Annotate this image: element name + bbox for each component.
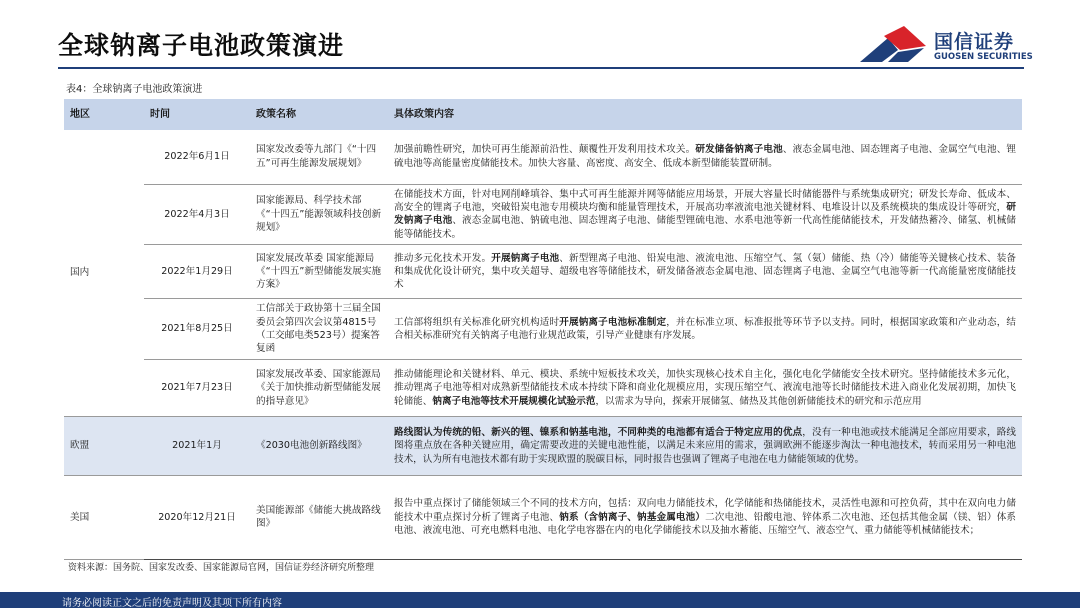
logo-text-cn: 国信证券 [934,31,1015,53]
table-row [64,475,1022,559]
highlighted-text: 开展钠离子电池 [491,252,560,264]
source-note: 资料来源：国务院、国家发改委、国家能源局官网，国信证券经济研究所整理 [68,563,375,573]
row-content [388,184,1022,245]
guosen-logo-icon [858,24,928,64]
highlighted-text: 钠系（含钠离子、钠基金属电池） [559,511,706,523]
content-text: ，并在标准立项、标准报批等环节予以支持。同时，根据国家政策和产业动态，结合相关标准研究有关钠离子电池行业规范政策，引导产业健康有序发展。 [394,316,1017,342]
row-time: 2021年1月 [144,416,250,475]
table-header-row [64,99,1022,130]
title-divider [58,67,1024,69]
content-text: 、液态金属电池、固态锂离子电池、金属空气电池、锂硫电池等高能量密度储能技术。加快大容量、高密度、高安全、低成本新型储能装置研制。 [394,144,1017,169]
row-policy-name: 国家发展改革委、国家能源局《关于加快推动新型储能发展的指导意见》 [250,359,388,416]
policy-table [64,99,1022,560]
row-content [388,299,1022,360]
header-time: 时间 [144,99,250,130]
table-row [64,416,1022,475]
row-policy-name: 美国能源部《储能大挑战路线图》 [250,475,388,559]
row-content [388,130,1022,184]
header-policy-content: 具体政策内容 [388,99,1022,130]
table-caption: 表4：全球钠离子电池政策演进 [66,84,203,95]
content-text: 在储能技术方面，针对电网削峰填谷、集中式可再生能源并网等储能应用场景，开展大容量长时储能器件与系统集成研究；研发长寿命、低成本、高安全的锂离子电池，突破铅炭电池专用模块均衡和能量管理技术，开展高功率液流电池关键材料、电堆设计以及系统模块的集成设计等研究， [394,188,1016,213]
row-content [388,475,1022,559]
content-text: ，没有一种电池或技术能满足全部应用要求，路线图将重点放在各种关键应用，确定需要改进的关键电池性能，以满足未来应用的需求，强调欧洲不能逐步淘汰一种电池技术，转而采用另一种电池技术，认为所有电池技术都有助于实现欧盟的脱碳目标，同时报告也强调了锂离子电池在电力储能领域的优势。 [394,426,1017,465]
table-row [64,130,1022,184]
highlighted-text: 钠离子电池等技术开展规模化试验示范 [432,395,596,407]
row-content [388,416,1022,475]
row-content [388,245,1022,299]
disclaimer-notice: 请务必阅读正文之后的免责声明及其项下所有内容 [62,598,282,608]
content-text: 报告中重点探讨了储能领域三个不同的技术方向，包括：双向电力储能技术，化学储能和热储能技术，灵活性电源和可控负荷，其中在双向电力储能技术中重点探讨分析了锂离子电池、 [394,498,1016,523]
company-logo [858,24,1038,64]
row-policy-name: 工信部关于政协第十三届全国委员会第四次会议第4815号（工交邮电类523号）提案答复函 [250,299,388,360]
content-text: 二次电池、铅酸电池、锌体系二次电池、还包括其他金属（镁、铝）体系电池、液流电池、可充电燃料电池、电化学电容器在内的电化学储能技术以及抽水蓄能、压缩空气、液态空气、重力储能等机械储能技术； [394,511,1017,537]
row-policy-name: 国家发改委等九部门《“十四五”可再生能源发展规划》 [250,130,388,184]
row-content [388,359,1022,416]
header-region: 地区 [64,99,144,130]
highlighted-text: 研发储备钠离子电池 [695,144,783,156]
row-policy-name: 国家发展改革委 国家能源局《“十四五”新型储能发展实施方案》 [250,245,388,299]
row-time: 2021年8月25日 [144,299,250,360]
logo-text-en: GUOSEN SECURITIES [934,52,1033,62]
row-time: 2022年4月3日 [144,184,250,245]
highlighted-text: 开展钠离子电池标准制定 [559,316,667,328]
slide-title: 全球钠离子电池政策演进 [58,31,345,60]
content-text: 加强前瞻性研究，加快可再生能源前沿性、颠覆性开发利用技术攻关。 [394,144,696,156]
row-policy-name: 国家能源局、科学技术部《“十四五”能源领域科技创新规划》 [250,184,388,245]
content-text: 工信部将组织有关标准化研究机构适时 [394,316,560,328]
highlighted-text: 路线图认为传统的铅、新兴的锂、镍系和钠基电池，不同种类的电池都有适合于特定应用的优点 [394,426,803,438]
table-row [64,359,1022,416]
row-time: 2021年7月23日 [144,359,250,416]
row-time: 2020年12月21日 [144,475,250,559]
row-time: 2022年1月29日 [144,245,250,299]
header-policy-name: 政策名称 [250,99,388,130]
row-policy-name: 《2030电池创新路线图》 [250,416,388,475]
row-time: 2022年6月1日 [144,130,250,184]
content-text: 推动多元化技术开发。 [394,252,492,264]
content-text: 、液态金属电池、钠硫电池、固态锂离子电池、储能型锂硫电池、水系电池等新一代高性能储能技术，开发储热蓄冷、储氢、机械储能等储能技术。 [394,215,1017,240]
table-row [64,184,1022,245]
footer-bar [0,592,1080,608]
content-text: 、新型锂离子电池、铅炭电池、液流电池、压缩空气、氢（氨）储能、热（冷）储能等关键核心技术、装备和集成优化设计研究，集中攻关超导、超级电容等储能技术，研发储备液态金属电池、固态锂离子电池、金属空气电池等新一代高能量密度储能技术 [394,252,1017,291]
table-row [64,245,1022,299]
content-text: ，以需求为导向，探索开展储氢、储热及其他创新储能技术的研究和示范应用 [595,395,922,407]
region-eu: 欧盟 [64,416,144,475]
table-row [64,299,1022,360]
region-us: 美国 [64,475,144,559]
content-text: 推动储能理论和关键材料、单元、模块、系统中短板技术攻关，加快实现核心技术自主化，强化电化学储能安全技术研究。坚持储能技术多元化，推动锂离子电池等相对成熟新型储能技术成本持续下降和商业化规模应用，实现压缩空气、液流电池等长时储能技术进入商业化发展初期，加快飞轮储能、 [394,368,1016,407]
region-domestic: 国内 [64,130,144,416]
highlighted-text: 研发钠离子电池 [394,201,1016,227]
